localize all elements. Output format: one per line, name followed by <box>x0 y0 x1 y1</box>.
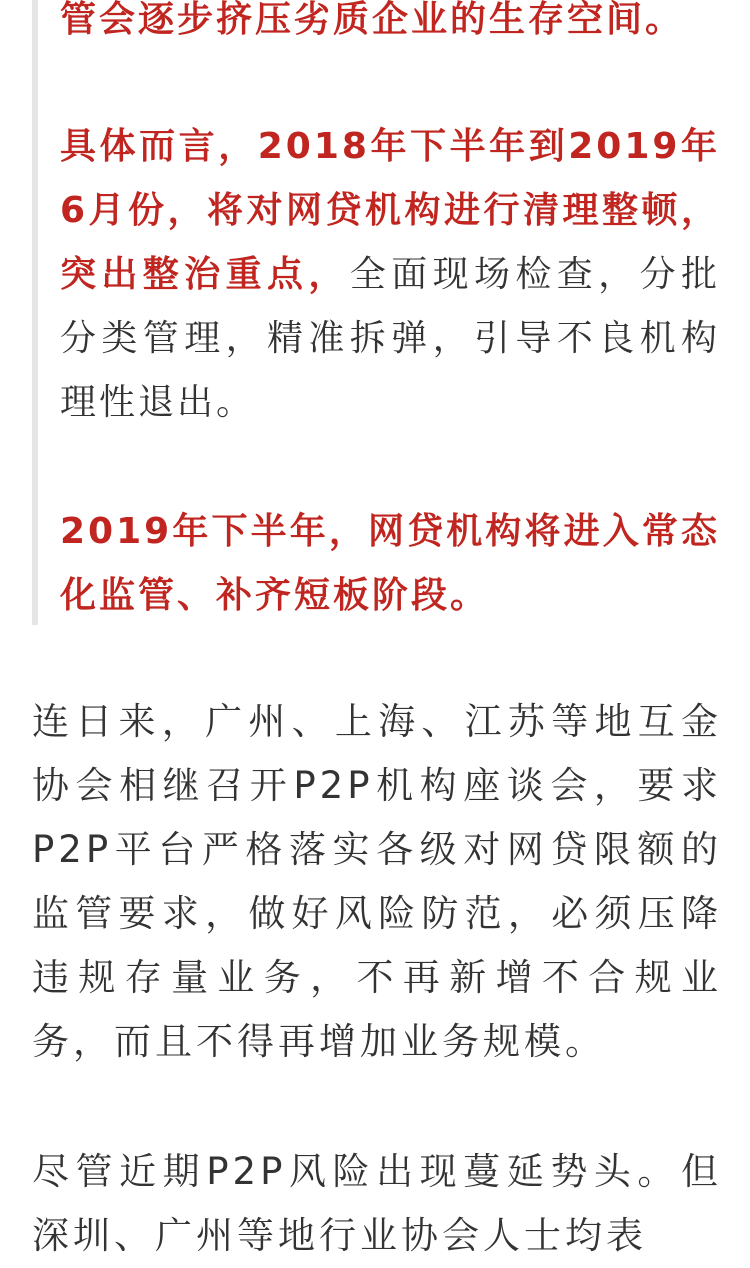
quote-paragraph-2 <box>60 115 720 435</box>
article-paragraph-2: 尽管近期P2P风险出现蔓延势头。但深圳、广州等地行业协会人士均表 <box>32 1150 722 1257</box>
quote-paragraph-1: 管会逐步挤压劣质企业的生存空间。 <box>60 0 685 40</box>
blockquote <box>0 0 750 625</box>
quote-paragraph-3: 2019年下半年，网贷机构将进入常态化监管、补齐短板阶段。 <box>60 511 720 616</box>
quote-paragraph-2-rest: 全面现场检查，分批分类管理，精准拆弹，引导不良机构理性退出。 <box>60 254 720 423</box>
quote-bar <box>32 0 38 625</box>
article-paragraph-1: 连日来，广州、上海、江苏等地互金协会相继召开P2P机构座谈会，要求P2P平台严格落实各级对网贷限额的监管要求，做好风险防范，必须压降违规存量业务，不再新增不合规业务，而且不得再增加业务规模。 <box>32 700 722 1063</box>
quote-paragraph-2-highlight: 具体而言，2018年下半年到2019年6月份，将对网贷机构进行清理整顿，突出整治重点， <box>60 126 720 295</box>
